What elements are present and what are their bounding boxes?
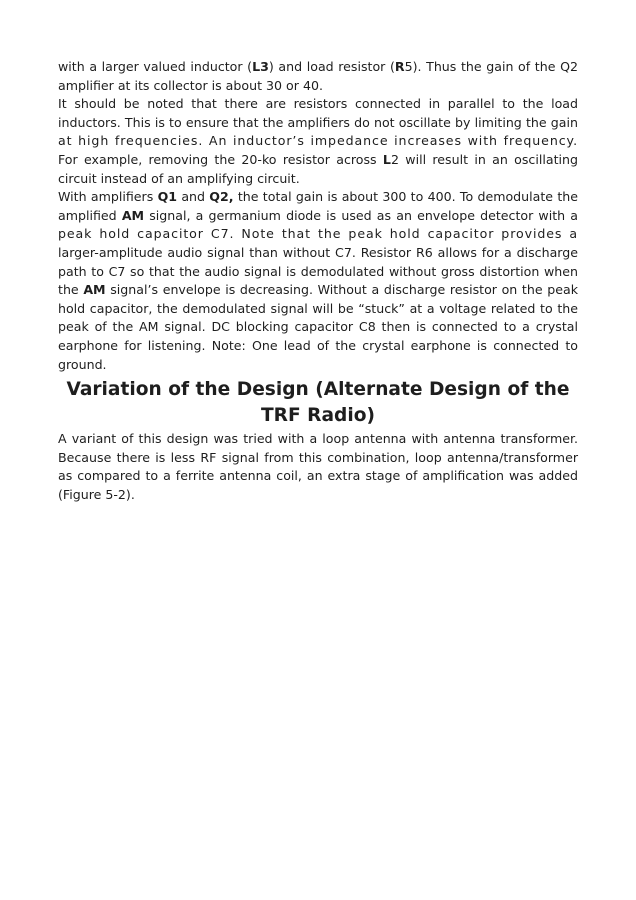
text-run: and — [177, 189, 210, 205]
paragraph-variant-design: A variant of this design was tried with a loop antenna with antenna transformer. Because there is less RF signal from this combination, loop antenna/transformer as compared to a ferrite antenna coil, an extra stage of amplification was added (Figure 5-2). — [58, 431, 578, 502]
section-heading: Variation of the Design (Alternate Design of the TRF Radio) — [66, 379, 570, 427]
text-run: It should be noted that there are resistors connected in parallel to the load inductors. This is to ensure that the amplifiers do not oscillate by limiting the gain — [58, 96, 578, 130]
bold-term-l3: L3 — [252, 59, 269, 74]
bold-term-am: AM — [83, 282, 106, 298]
text-run: With amplifiers — [58, 189, 158, 205]
text-run: 2 will result in an oscillating circuit instead of an amplifying circuit. — [58, 151, 578, 186]
document-page — [58, 58, 578, 504]
paragraph-parallel-resistors — [58, 95, 578, 188]
text-run: larger-amplitude audio signal than without C7. Resistor R6 allows for a discharge path to C7 so that the audio signal is demodulated without gross distortion when the — [58, 244, 578, 298]
bold-term-q1: Q1 — [157, 189, 178, 205]
text-run: with a larger valued inductor ( — [58, 59, 253, 74]
text-run-tracked: at high frequencies. An inductor’s impedance increases with frequency. — [58, 133, 578, 149]
text-run: ) and load resistor ( — [268, 59, 395, 74]
text-run: For example, removing the 20-ko resistor across — [58, 151, 383, 167]
text-run: 5). Thus the gain of the Q2 amplifier at its collector is about 30 or 40. — [58, 59, 579, 93]
text-run: signal’s envelope is decreasing. Without a discharge resistor on the peak hold capacitor, the demodulated signal will be “stuck” at a voltage related to the peak of the AM signal. DC blocking capacitor C8 then is connected to a crystal earphone for listening. Note: One lead of the crystal earphone is connected to ground. — [58, 282, 578, 372]
paragraph-demodulation — [58, 188, 578, 374]
text-run: signal, a germanium diode is used as an envelope detector with a — [144, 207, 578, 223]
bold-term-l: L — [382, 151, 391, 167]
paragraph-gain-q2 — [58, 58, 578, 95]
text-run-tracked: peak hold capacitor C7. Note that the peak hold capacitor provides a — [58, 226, 578, 242]
bold-term-am: AM — [121, 207, 145, 223]
bold-term-r: R — [394, 59, 405, 74]
text-run: the total gain is about 300 to 400. To demodulate the amplified — [58, 189, 578, 223]
bold-term-q2: Q2, — [209, 189, 234, 205]
